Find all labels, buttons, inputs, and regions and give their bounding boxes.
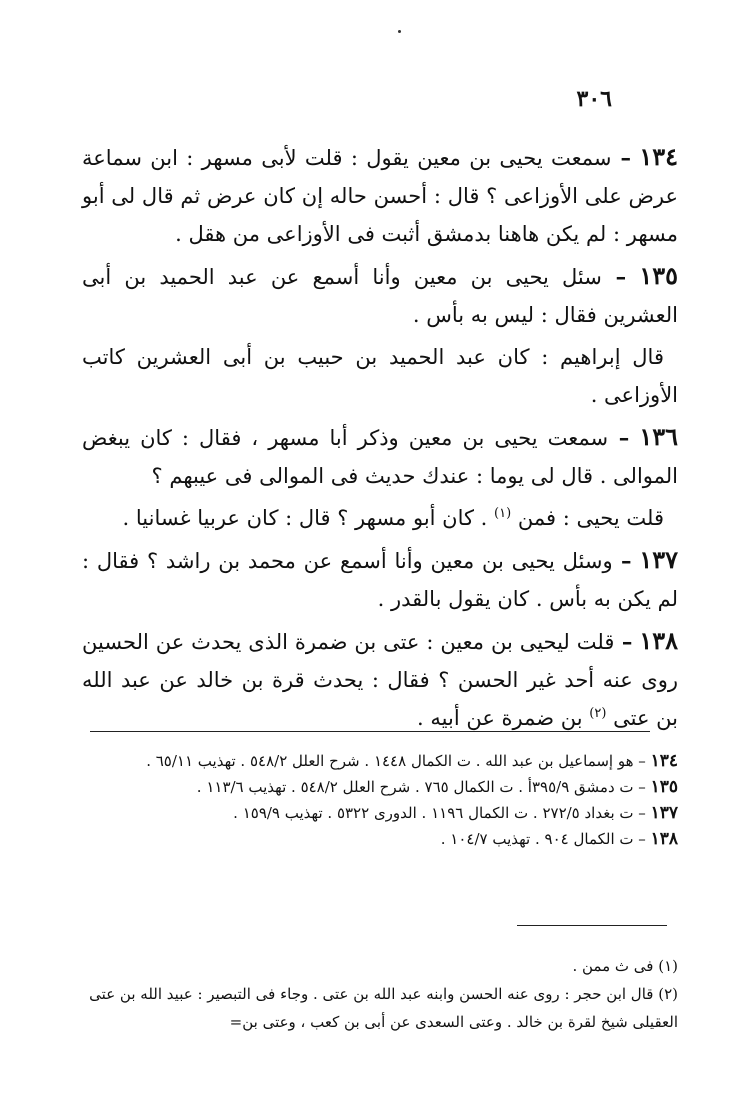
- entry-number: ١٣٨: [639, 626, 678, 655]
- sources-divider: [90, 731, 650, 732]
- entry-dash: –: [611, 145, 631, 170]
- source-number: ١٣٨: [650, 829, 678, 849]
- ink-dot: [398, 30, 401, 33]
- entry-text: سمعت يحيى بن معين وذكر أبا مسهر ، فقال : كان يبغض الموالى . قال لى يوما : عندك حديث فى الموالى فى عيبهم ؟: [82, 426, 678, 488]
- entry-138: [82, 622, 678, 737]
- entry-number: ١٣٥: [639, 261, 678, 290]
- footnote-number: (٢): [658, 985, 678, 1003]
- main-text: [82, 138, 678, 741]
- footnote-2: [82, 980, 678, 1036]
- footnote-text: قال ابن حجر : روى عنه الحسن وابنه عبد الله بن عتى . وجاء فى التبصير : عبيد الله بن عتى العقيلى شيخ لقرة بن خالد . وعتى السعدى عن أبى بن كعب ، وعتى بن=: [89, 985, 678, 1031]
- entry-dash: –: [614, 629, 633, 654]
- footnote-number: (١): [658, 957, 678, 975]
- entry-number: ١٣٧: [639, 545, 678, 574]
- page-number: ٣٠٦: [576, 86, 612, 112]
- source-137: [82, 800, 678, 826]
- source-number: ١٣٤: [650, 751, 678, 771]
- source-dash: –: [633, 830, 646, 848]
- footnotes-section: [82, 952, 678, 1036]
- entry-text-continued: . كان أبو مسهر ؟ قال : كان عربيا غسانيا .: [122, 506, 488, 530]
- source-text: هو إسماعيل بن عبد الله . ت الكمال ١٤٤٨ . شرح العلل ٥٤٨/٢ . تهذيب ٦٥/١١ .: [146, 752, 634, 770]
- source-134: [82, 748, 678, 774]
- footnote-1: [82, 952, 678, 980]
- entry-dash: –: [612, 548, 632, 573]
- entry-dash: –: [608, 425, 630, 450]
- source-138: [82, 826, 678, 852]
- source-dash: –: [633, 752, 646, 770]
- entry-text: سئل يحيى بن معين وأنا أسمع عن عبد الحميد بن أبى العشرين فقال : ليس به بأس .: [82, 265, 678, 327]
- entry-text: قال إبراهيم : كان عبد الحميد بن حبيب بن أبى العشرين كاتب الأوزاعى .: [82, 345, 678, 407]
- source-dash: –: [633, 778, 646, 796]
- footnote-ref-2[interactable]: (٢): [589, 706, 607, 721]
- source-number: ١٣٥: [650, 777, 678, 797]
- entry-number: ١٣٤: [639, 142, 678, 171]
- entry-number: ١٣٦: [639, 422, 679, 451]
- entry-135: [82, 257, 678, 334]
- source-number: ١٣٧: [650, 803, 678, 823]
- sources-section: [82, 748, 678, 852]
- footnote-text: فى ث ممن .: [572, 957, 654, 975]
- entry-136-remark: [82, 499, 678, 537]
- entry-134: [82, 138, 678, 253]
- footnotes-divider: [517, 925, 667, 926]
- footnote-ref-1[interactable]: (١): [494, 506, 512, 521]
- source-135: [82, 774, 678, 800]
- entry-text: وسئل يحيى بن معين وأنا أسمع عن محمد بن راشد ؟ فقال : لم يكن به بأس . كان يقول بالقدر .: [82, 549, 678, 611]
- entry-136: [82, 418, 678, 495]
- source-text: ت دمشق ٣٩٥/٩أ . ت الكمال ٧٦٥ . شرح العلل ٥٤٨/٢ . تهذيب ١١٣/٦ .: [196, 778, 634, 796]
- entry-text: قلت يحيى : فمن: [517, 506, 664, 530]
- entry-text-continued: بن ضمرة عن أبيه .: [417, 706, 583, 730]
- entry-text: سمعت يحيى بن معين يقول : قلت لأبى مسهر : ابن سماعة عرض على الأوزاعى ؟ قال : أحسن حاله إن كان عرض ثم قال لى أبو مسهر : لم يكن هاهنا بدمشق أثبت فى الأوزاعى من هقل .: [82, 146, 678, 246]
- entry-135-remark: [82, 338, 678, 414]
- source-dash: –: [633, 804, 646, 822]
- source-text: ت بغداد ٢٧٢/٥ . ت الكمال ١١٩٦ . الدورى ٥٣٢٢ . تهذيب ١٥٩/٩ .: [233, 804, 634, 822]
- source-text: ت الكمال ٩٠٤ . تهذيب ١٠٤/٧ .: [440, 830, 634, 848]
- entry-text: قلت ليحيى بن معين : عتى بن ضمرة الذى يحدث عن الحسين روى عنه أحد غير الحسن ؟ فقال : يحدث قرة بن خالد عن عبد الله بن عتى: [82, 630, 678, 730]
- entry-137: [82, 541, 678, 618]
- entry-dash: –: [601, 264, 627, 289]
